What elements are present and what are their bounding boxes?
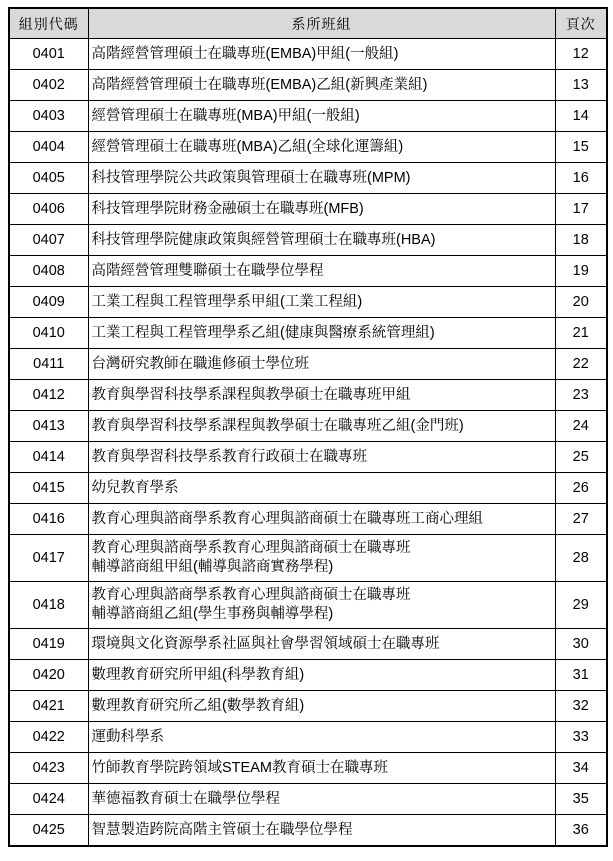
row-name: 教育與學習科技學系教育行政碩士在職專班 bbox=[88, 442, 555, 473]
row-name: 竹師教育學院跨領域STEAM教育碩士在職專班 bbox=[88, 753, 555, 784]
table-row bbox=[9, 784, 607, 815]
table-row bbox=[9, 163, 607, 194]
table-row bbox=[9, 815, 607, 847]
row-page: 18 bbox=[555, 225, 607, 256]
row-page: 12 bbox=[555, 39, 607, 70]
row-name: 科技管理學院健康政策與經營管理碩士在職專班(HBA) bbox=[88, 225, 555, 256]
table-row bbox=[9, 287, 607, 318]
row-code: 0418 bbox=[9, 582, 88, 629]
table-row bbox=[9, 101, 607, 132]
row-page: 19 bbox=[555, 256, 607, 287]
row-name-line1: 教育心理與諮商學系教育心理與諮商碩士在職專班 bbox=[91, 540, 411, 556]
row-code: 0407 bbox=[9, 225, 88, 256]
table-row bbox=[9, 504, 607, 535]
row-page: 15 bbox=[555, 132, 607, 163]
row-page: 32 bbox=[555, 691, 607, 722]
table-row bbox=[9, 535, 607, 582]
row-page: 23 bbox=[555, 380, 607, 411]
row-name bbox=[88, 535, 555, 582]
row-page: 26 bbox=[555, 473, 607, 504]
row-code: 0414 bbox=[9, 442, 88, 473]
row-name: 運動科學系 bbox=[88, 722, 555, 753]
row-page: 25 bbox=[555, 442, 607, 473]
row-code: 0425 bbox=[9, 815, 88, 847]
row-code: 0405 bbox=[9, 163, 88, 194]
row-page: 35 bbox=[555, 784, 607, 815]
row-code: 0421 bbox=[9, 691, 88, 722]
department-table bbox=[8, 7, 608, 847]
row-name: 教育與學習科技學系課程與教學碩士在職專班乙組(金門班) bbox=[88, 411, 555, 442]
table-row bbox=[9, 225, 607, 256]
row-page: 27 bbox=[555, 504, 607, 535]
row-name: 工業工程與工程管理學系乙組(健康與醫療系統管理組) bbox=[88, 318, 555, 349]
row-name: 工業工程與工程管理學系甲組(工業工程組) bbox=[88, 287, 555, 318]
row-name: 高階經營管理雙聯碩士在職學位學程 bbox=[88, 256, 555, 287]
row-code: 0420 bbox=[9, 660, 88, 691]
table-row bbox=[9, 753, 607, 784]
row-code: 0419 bbox=[9, 629, 88, 660]
table-header-row bbox=[9, 8, 607, 39]
row-code: 0410 bbox=[9, 318, 88, 349]
row-page: 14 bbox=[555, 101, 607, 132]
row-page: 30 bbox=[555, 629, 607, 660]
table-row bbox=[9, 411, 607, 442]
row-code: 0406 bbox=[9, 194, 88, 225]
row-page: 24 bbox=[555, 411, 607, 442]
row-page: 22 bbox=[555, 349, 607, 380]
row-page: 21 bbox=[555, 318, 607, 349]
row-page: 13 bbox=[555, 70, 607, 101]
row-code: 0417 bbox=[9, 535, 88, 582]
table-row bbox=[9, 349, 607, 380]
table-body bbox=[9, 39, 607, 847]
row-name: 科技管理學院財務金融碩士在職專班(MFB) bbox=[88, 194, 555, 225]
row-code: 0423 bbox=[9, 753, 88, 784]
table-row bbox=[9, 629, 607, 660]
row-code: 0424 bbox=[9, 784, 88, 815]
row-name: 數理教育研究所甲組(科學教育組) bbox=[88, 660, 555, 691]
table-row bbox=[9, 318, 607, 349]
table-row bbox=[9, 132, 607, 163]
table-row bbox=[9, 39, 607, 70]
row-page: 28 bbox=[555, 535, 607, 582]
department-table-container bbox=[8, 7, 608, 847]
table-row bbox=[9, 582, 607, 629]
row-name: 高階經營管理碩士在職專班(EMBA)乙組(新興產業組) bbox=[88, 70, 555, 101]
table-row bbox=[9, 691, 607, 722]
row-name: 經營管理碩士在職專班(MBA)乙組(全球化運籌組) bbox=[88, 132, 555, 163]
row-name-line1: 教育心理與諮商學系教育心理與諮商碩士在職專班 bbox=[91, 587, 411, 603]
row-name: 智慧製造跨院高階主管碩士在職學位學程 bbox=[88, 815, 555, 847]
table-row bbox=[9, 442, 607, 473]
row-page: 33 bbox=[555, 722, 607, 753]
table-row bbox=[9, 70, 607, 101]
row-page: 17 bbox=[555, 194, 607, 225]
row-name: 環境與文化資源學系社區與社會學習領域碩士在職專班 bbox=[88, 629, 555, 660]
header-code: 組別代碼 bbox=[9, 8, 88, 39]
row-code: 0408 bbox=[9, 256, 88, 287]
row-name: 科技管理學院公共政策與管理碩士在職專班(MPM) bbox=[88, 163, 555, 194]
header-page: 頁次 bbox=[555, 8, 607, 39]
table-row bbox=[9, 722, 607, 753]
row-code: 0409 bbox=[9, 287, 88, 318]
table-row bbox=[9, 256, 607, 287]
table-row bbox=[9, 380, 607, 411]
row-code: 0415 bbox=[9, 473, 88, 504]
row-code: 0411 bbox=[9, 349, 88, 380]
row-page: 31 bbox=[555, 660, 607, 691]
table-row bbox=[9, 194, 607, 225]
row-page: 20 bbox=[555, 287, 607, 318]
row-name: 高階經營管理碩士在職專班(EMBA)甲組(一般組) bbox=[88, 39, 555, 70]
row-code: 0413 bbox=[9, 411, 88, 442]
row-page: 36 bbox=[555, 815, 607, 847]
row-code: 0404 bbox=[9, 132, 88, 163]
table-row bbox=[9, 473, 607, 504]
row-page: 29 bbox=[555, 582, 607, 629]
row-code: 0402 bbox=[9, 70, 88, 101]
row-name: 教育與學習科技學系課程與教學碩士在職專班甲組 bbox=[88, 380, 555, 411]
row-page: 16 bbox=[555, 163, 607, 194]
row-code: 0416 bbox=[9, 504, 88, 535]
row-name: 數理教育研究所乙組(數學教育組) bbox=[88, 691, 555, 722]
row-code: 0412 bbox=[9, 380, 88, 411]
row-name: 教育心理與諮商學系教育心理與諮商碩士在職專班工商心理組 bbox=[88, 504, 555, 535]
row-code: 0403 bbox=[9, 101, 88, 132]
table-row bbox=[9, 660, 607, 691]
row-name: 幼兒教育學系 bbox=[88, 473, 555, 504]
row-name: 華德福教育碩士在職學位學程 bbox=[88, 784, 555, 815]
row-page: 34 bbox=[555, 753, 607, 784]
row-name: 台灣研究教師在職進修碩士學位班 bbox=[88, 349, 555, 380]
row-name-line2: 輔導諮商組乙組(學生事務與輔導學程) bbox=[91, 606, 334, 622]
row-code: 0422 bbox=[9, 722, 88, 753]
row-name bbox=[88, 582, 555, 629]
row-code: 0401 bbox=[9, 39, 88, 70]
header-name: 系所班組 bbox=[88, 8, 555, 39]
row-name: 經營管理碩士在職專班(MBA)甲組(一般組) bbox=[88, 101, 555, 132]
row-name-line2: 輔導諮商組甲組(輔導與諮商實務學程) bbox=[91, 559, 334, 575]
